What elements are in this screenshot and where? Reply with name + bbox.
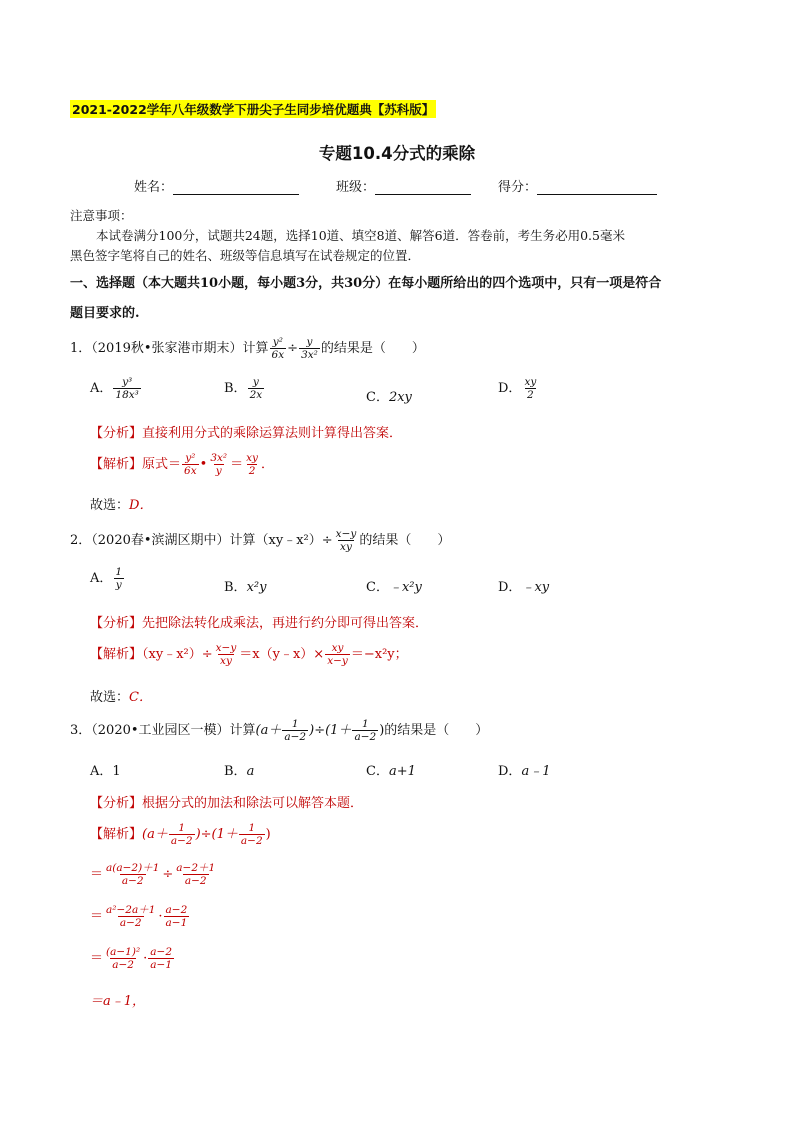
notice-heading: 注意事项： bbox=[70, 208, 133, 223]
notice-line-1: 本试卷满分100分，试题共24题，选择10道、填空8道、解答6道．答卷前，考生务必用0.5毫米 bbox=[96, 228, 625, 243]
question-2-stem: 2．（2020春•滨湖区期中）计算（xy﹣x²）÷ $\frac{x-y}{xy}$ 的结果（ ） bbox=[70, 528, 451, 553]
section-heading-line-1: 一、选择题（本大题共10小题，每小题3分，共30分）在每小题所给出的四个选项中，只有一项是符合 bbox=[70, 276, 662, 291]
question-1-stem: 1．（2019秋•张家港市期末）计算 $\frac{\text{y²}}{6x}$ ÷ $\frac{y}{\text{3x²}}$ 的结果是（ ） bbox=[70, 336, 425, 361]
section-heading-line-2: 题目要求的. bbox=[70, 306, 140, 321]
q3-option-a[interactable]: A．1 bbox=[90, 764, 121, 779]
q1-option-c[interactable]: C．2xy bbox=[366, 390, 412, 405]
notice-line-2: 黑色签字笔将自己的姓名、班级等信息填写在试卷规定的位置． bbox=[70, 248, 421, 263]
q2-analysis: 【分析】先把除法转化成乘法，再进行约分即可得出答案． bbox=[90, 616, 429, 631]
q2-option-c[interactable]: C．﹣x²y bbox=[366, 580, 422, 595]
name-label: 姓名： bbox=[134, 180, 174, 195]
score-label: 得分： bbox=[498, 180, 538, 195]
name-field[interactable] bbox=[134, 176, 299, 195]
q1-option-b[interactable]: B． $\frac{y}{2x}$ bbox=[224, 376, 263, 401]
q1-answer: 故选：D． bbox=[90, 498, 153, 513]
class-field[interactable] bbox=[336, 176, 471, 195]
q3-solution-step-1: 【解析】(a＋ $\frac{1}{a-2}$ )÷(1＋ $\frac{1}{a-2}$ ) bbox=[90, 822, 271, 847]
q3-option-c[interactable]: C．a+1 bbox=[366, 764, 416, 779]
q1-option-a[interactable]: A． $\frac{\text{y³}}{\text{18x³}}$ bbox=[90, 376, 139, 401]
q2-option-b[interactable]: B．x²y bbox=[224, 580, 267, 595]
q3-solution-step-5: ＝a﹣1， bbox=[90, 994, 146, 1009]
series-banner: 2021-2022学年八年级数学下册尖子生同步培优题典【苏科版】 bbox=[72, 102, 435, 117]
q3-analysis: 【分析】根据分式的加法和除法可以解答本题． bbox=[90, 796, 364, 811]
q1-option-d[interactable]: D． $\frac{xy}{2}$ bbox=[498, 376, 537, 401]
q3-option-d[interactable]: D．a﹣1 bbox=[498, 764, 551, 779]
class-label: 班级： bbox=[336, 180, 376, 195]
q1-solution: 【解析】原式＝ $\frac{\text{y²}}{6x}$ • $\frac{\text{3x²}}{y}$ ＝ $\frac{xy}{2}$ ． bbox=[90, 452, 275, 477]
q3-solution-step-3: ＝ $\frac{\text{a²−2a＋1}}{a-2}$ · $\frac{a-2}{a-1}$ bbox=[90, 904, 188, 929]
q3-solution-step-2: ＝ $\frac{a(a-2)+1}{a-2}$ ÷ $\frac{a-2+1}{a-2}$ bbox=[90, 862, 216, 887]
q3-solution-step-4: ＝ $\frac{\text{(a−1)²}}{a-2}$ · $\frac{a-2}{a-1}$ bbox=[90, 946, 173, 971]
q1-analysis: 【分析】直接利用分式的乘除运算法则计算得出答案． bbox=[90, 426, 403, 441]
q2-option-d[interactable]: D．﹣xy bbox=[498, 580, 550, 595]
q3-option-b[interactable]: B．a bbox=[224, 764, 255, 779]
q2-option-a[interactable]: A． $\frac{1}{y}$ bbox=[90, 566, 123, 591]
page-title: 专题10.4分式的乘除 bbox=[318, 144, 476, 163]
q2-answer: 故选：C． bbox=[90, 690, 152, 705]
score-field[interactable] bbox=[498, 176, 657, 195]
q2-solution: 【解析】（xy﹣x²）÷ $\frac{x-y}{xy}$ ＝x（y﹣x）× $\frac{xy}{x-y}$ ＝−x²y； bbox=[90, 642, 408, 667]
question-3-stem: 3．（2020•工业园区一模）计算(a＋ $\frac{1}{a-2}$ )÷(1＋ $\frac{1}{a-2}$ )的结果是（ ） bbox=[70, 718, 489, 743]
